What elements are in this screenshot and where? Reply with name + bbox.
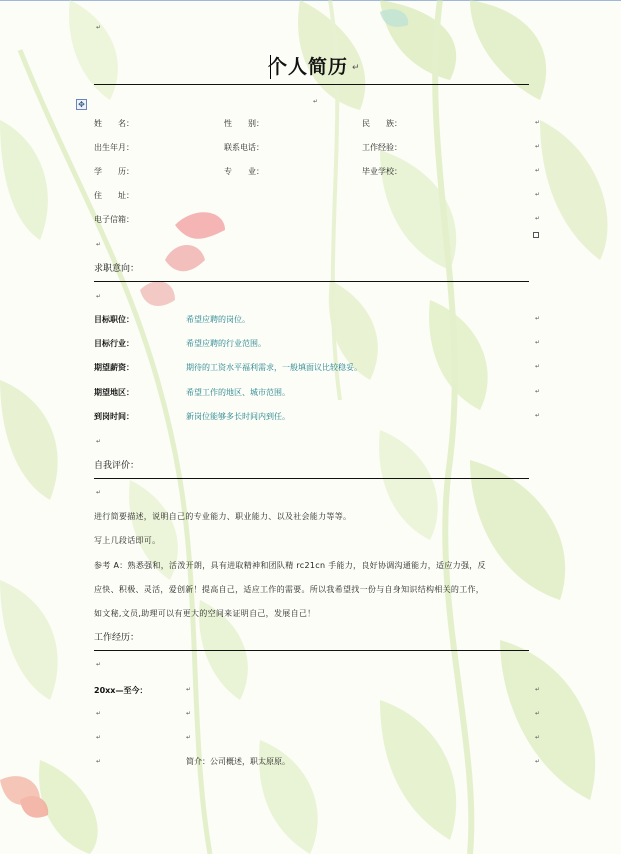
paragraph-mark-icon: ↵ xyxy=(535,315,541,322)
expected-region-value[interactable]: 希望工作的地区、城市范围。 xyxy=(186,388,290,397)
major-label: 专 业： xyxy=(224,167,264,176)
paragraph-mark-icon: ↵ xyxy=(186,734,192,741)
paragraph-mark-icon: ↵ xyxy=(96,489,102,496)
paragraph-mark-icon: ↵ xyxy=(535,710,541,717)
experience-label: 工作经验： xyxy=(362,143,402,152)
paragraph-mark-icon: ↵ xyxy=(535,167,541,174)
paragraph-mark-icon: ↵ xyxy=(186,686,192,693)
paragraph-mark-icon: ↵ xyxy=(535,143,541,150)
paragraph-mark-icon: ↵ xyxy=(535,412,541,419)
job-intent-rule xyxy=(94,281,529,282)
expected-salary-label: 期望薪资： xyxy=(94,363,134,372)
company-intro[interactable]: 简介：公司概述，职太原原。 xyxy=(186,757,290,766)
gender-label: 性 别： xyxy=(224,119,264,128)
table-move-handle-icon[interactable]: ✥ xyxy=(76,99,87,110)
paragraph-mark-icon: ↵ xyxy=(535,363,541,370)
ethnicity-label: 民 族： xyxy=(362,119,402,128)
self-eval-line[interactable]: 写上几段话即可。 xyxy=(94,536,161,545)
paragraph-mark-icon: ↵ xyxy=(96,293,102,300)
self-eval-line[interactable]: 进行简要描述，说明自己的专业能力、职业能力、以及社会能力等等。 xyxy=(94,512,352,521)
self-eval-line[interactable]: 应快、积极、灵活，爱创新！提高自己，适应工作的需要。所以我希望找一份与自身知识结构相关的工作， xyxy=(94,585,485,594)
paragraph-mark-icon: ↵ xyxy=(96,734,102,741)
paragraph-mark-icon: ↵ xyxy=(535,734,541,741)
email-label: 电子信箱： xyxy=(94,215,134,224)
paragraph-mark-icon: ↵ xyxy=(96,758,102,765)
expected-salary-value[interactable]: 期待的工资水平福利需求，一般填面议比较稳妥。 xyxy=(186,363,362,372)
target-position-value[interactable]: 希望应聘的岗位。 xyxy=(186,315,250,324)
education-label: 学 历： xyxy=(94,167,134,176)
paragraph-mark-icon: ↵ xyxy=(96,241,102,248)
paragraph-mark-icon: ↵ xyxy=(535,215,541,222)
work-period[interactable]: 20xx—至今： xyxy=(94,686,148,695)
arrival-time-label: 到岗时间： xyxy=(94,412,134,421)
expected-region-label: 期望地区： xyxy=(94,388,134,397)
paragraph-mark-icon: ↵ xyxy=(352,63,360,73)
self-eval-line[interactable]: 如文秘,文员,助理可以有更大的空间来证明自己，发展自己！ xyxy=(94,609,316,618)
phone-label: 联系电话： xyxy=(224,143,264,152)
paragraph-mark-icon: ↵ xyxy=(535,339,541,346)
address-label: 住 址： xyxy=(94,191,134,200)
paragraph-mark-icon: ↵ xyxy=(96,438,102,445)
paragraph-mark-icon: ↵ xyxy=(96,24,102,31)
paragraph-mark-icon: ↵ xyxy=(535,758,541,765)
paragraph-mark-icon: ↵ xyxy=(186,710,192,717)
paragraph-mark-icon: ↵ xyxy=(535,191,541,198)
paragraph-mark-icon: ↵ xyxy=(535,686,541,693)
target-industry-value[interactable]: 希望应聘的行业范围。 xyxy=(186,339,266,348)
paragraph-mark-icon: ↵ xyxy=(535,388,541,395)
name-label: 姓 名： xyxy=(94,119,134,128)
title-underline xyxy=(94,84,529,85)
self-eval-rule xyxy=(94,478,529,479)
job-intent-heading: 求职意向： xyxy=(94,264,140,274)
work-exp-rule xyxy=(94,650,529,651)
self-eval-line[interactable]: 参考 A：熟悉强和，活泼开朗，具有进取精神和团队精 rc21cn 手能力，良好协调沟通能力，适应力强，反 xyxy=(94,561,486,570)
paragraph-mark-icon: ↵ xyxy=(535,119,541,126)
self-eval-heading: 自我评价： xyxy=(94,461,140,471)
school-label: 毕业学校： xyxy=(362,167,402,176)
paragraph-mark-icon: ↵ xyxy=(96,661,102,668)
paragraph-mark-icon: ↵ xyxy=(313,98,319,105)
target-industry-label: 目标行业： xyxy=(94,339,134,348)
arrival-time-value[interactable]: 新岗位能够多长时间内到任。 xyxy=(186,412,290,421)
target-position-label: 目标职位： xyxy=(94,315,134,324)
page-title[interactable]: 个人简历 xyxy=(268,56,349,78)
birth-label: 出生年月： xyxy=(94,143,134,152)
work-exp-heading: 工作经历： xyxy=(94,633,140,643)
table-resize-handle-icon[interactable] xyxy=(533,232,539,238)
paragraph-mark-icon: ↵ xyxy=(96,710,102,717)
